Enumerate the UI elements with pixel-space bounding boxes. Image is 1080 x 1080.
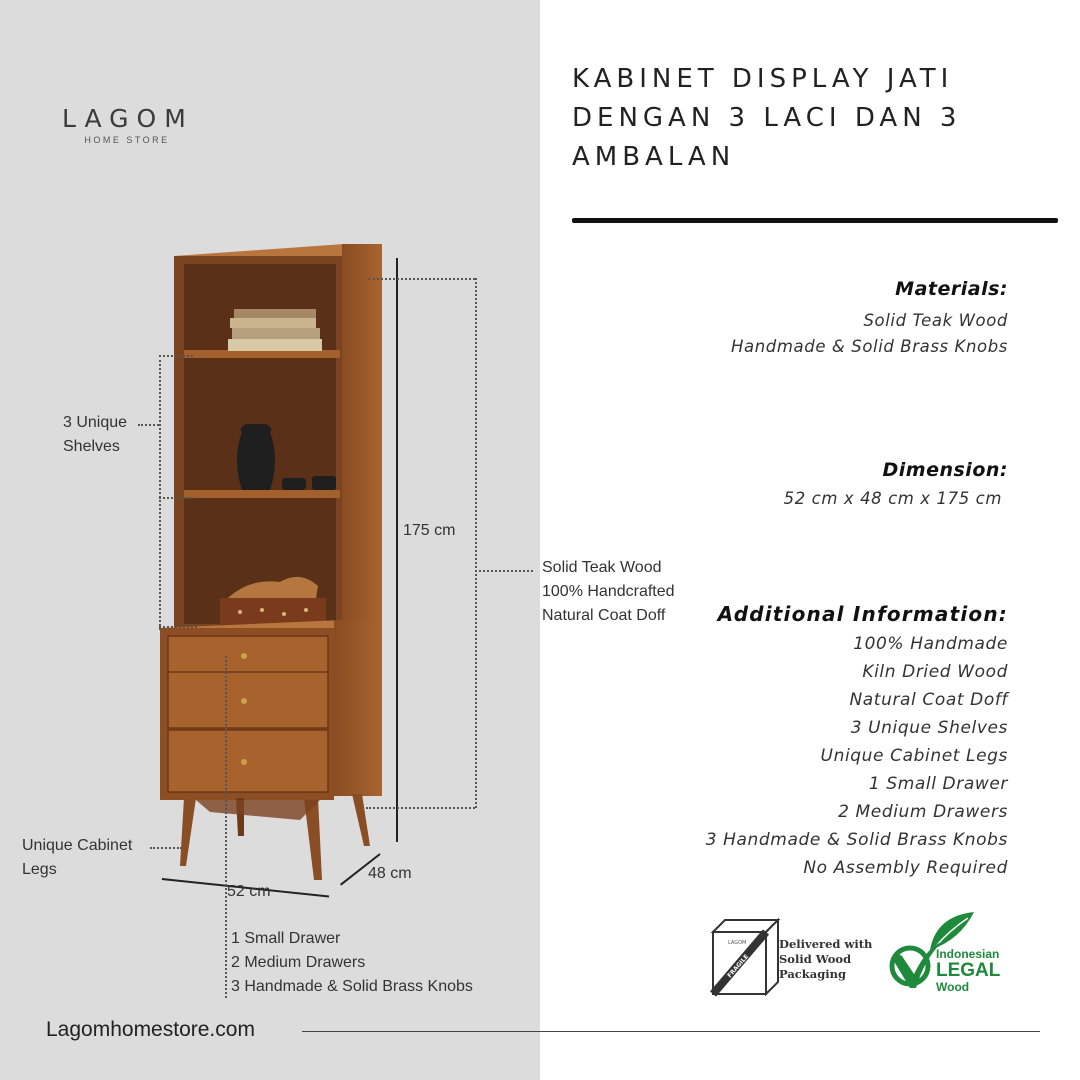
additional-item: 3 Handmade & Solid Brass Knobs — [705, 830, 1008, 850]
dimension-section — [784, 459, 1008, 508]
drawer-medium — [168, 672, 328, 728]
shelf-middle — [184, 490, 340, 498]
materials-section — [731, 278, 1008, 360]
materials-heading: Materials: — [895, 278, 1008, 300]
box-brand: LAGOM — [728, 940, 747, 946]
book — [234, 309, 316, 318]
height-dimension-line — [396, 258, 398, 842]
additional-item: 3 Unique Shelves — [850, 718, 1008, 738]
book — [228, 339, 322, 351]
fragile-label: FRAGILE — [726, 953, 751, 980]
additional-item: 2 Medium Drawers — [838, 802, 1008, 822]
materials-line: Solid Teak Wood — [863, 311, 1008, 330]
cabinet-leg — [352, 794, 370, 846]
legal-bottom: Wood — [936, 980, 970, 994]
additional-item: Natural Coat Doff — [849, 690, 1008, 710]
additional-item: 100% Handmade — [853, 634, 1008, 654]
brass-knob-icon — [241, 759, 247, 765]
width-dimension-label: 52 cm — [227, 883, 271, 900]
dimension-heading: Dimension: — [882, 459, 1008, 481]
product-title: KABINET DISPLAY JATI DENGAN 3 LACI DAN 3 AMBALAN — [572, 64, 962, 172]
materials-line: Handmade & Solid Brass Knobs — [731, 337, 1008, 356]
brass-knob-icon — [241, 698, 247, 704]
callout-legs: Unique Cabinet Legs — [22, 837, 133, 878]
callout-shelves: 3 Unique Shelves — [63, 414, 128, 455]
title-divider — [572, 218, 1058, 223]
vase-icon — [237, 424, 275, 490]
packaging-text: Delivered with Solid Wood Packaging — [779, 937, 873, 981]
callout-wood: Solid Teak Wood 100% Handcrafted Natural Coat Doff — [542, 559, 675, 624]
footer-divider — [302, 1031, 1040, 1032]
bowl-icon — [282, 478, 306, 490]
drawer-medium — [168, 730, 328, 792]
legal-top: Indonesian — [936, 947, 1000, 961]
packaging-box-icon — [710, 916, 782, 998]
callout-drawers: 1 Small Drawer 2 Medium Drawers 3 Handmade & Solid Brass Knobs — [231, 930, 473, 995]
height-dimension-label: 175 cm — [403, 522, 456, 539]
website-link[interactable]: Lagomhomestore.com — [46, 1018, 255, 1041]
hutch-side — [342, 244, 382, 628]
legal-wood-text — [936, 948, 1016, 994]
additional-heading: Additional Information: — [717, 602, 1008, 626]
lower-cabinet-side — [334, 620, 382, 796]
legal-main: LEGAL — [936, 960, 1001, 981]
additional-item: No Assembly Required — [803, 858, 1008, 878]
brand-tagline: HOME STORE — [84, 135, 170, 145]
additional-item: Kiln Dried Wood — [862, 662, 1008, 682]
cabinet-illustration — [150, 236, 400, 896]
drawer-small — [168, 636, 328, 674]
brand-logo[interactable] — [62, 104, 192, 145]
additional-section — [706, 602, 1008, 882]
additional-item: Unique Cabinet Legs — [820, 746, 1008, 766]
cabinet-leg — [180, 798, 196, 866]
additional-item: 1 Small Drawer — [868, 774, 1008, 794]
brass-knob-icon — [241, 653, 247, 659]
book — [230, 318, 316, 328]
book — [232, 328, 320, 339]
depth-dimension-label: 48 cm — [368, 865, 412, 882]
bowl-icon — [312, 476, 336, 490]
shelf-top — [184, 350, 340, 358]
brand-name: LAGOM — [62, 104, 194, 133]
dimension-value: 52 cm x 48 cm x 175 cm — [783, 489, 1002, 508]
